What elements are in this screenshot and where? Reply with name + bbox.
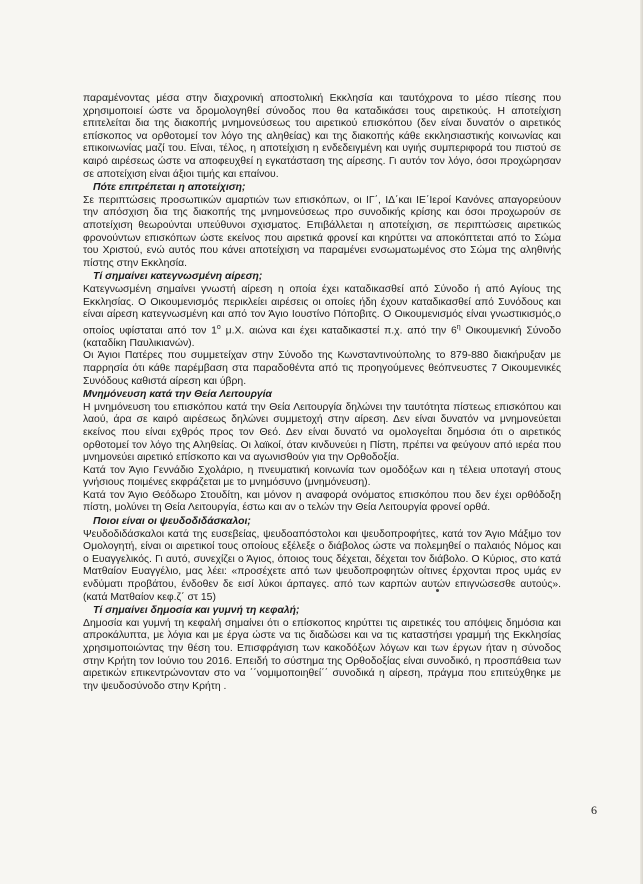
heading-when-allowed: Πότε επιτρέπεται η αποτείχιση;	[93, 182, 246, 194]
document-body	[83, 93, 561, 693]
paragraph-bare-headed: Δημοσία και γυμνή τη κεφαλή σημαίνει ότι ο επίσκοπος κηρύττει τις αιρετικές του απόψεις δημόσια και απροκάλυπτα, με λόγια και με έργα ώστε να τις διαδώσει και να τις καταστήσει γραμμή της Εκκλησίας χρησιμοποιώντας την θέση του. Επισφράγιση των κακοδόξων λόγων και των έργων ήταν η σύνοδος στην Κρήτη τον Ιούνιο του 2016. Επειδή το σύστημα της Ορθοδοξίας είναι συνοδικό, η προσπάθεια των αιρετικών επικεντρώνονταν στο να ΄΄νομιμοποιηθεί΄΄ συνοδικά η αίρεση, πράγμα που επιτεύχθηκε με την ψευδοσύνοδο στην Κρήτη .	[83, 617, 561, 692]
paragraph-synod-879: Οι Άγιοι Πατέρες που συμμετείχαν στην Σύνοδο της Κωνσταντινούπολης το 879-880 διακήρυξαν με παρρησία ότι κάθε παρέμβαση στα παραδοθέντα από τις προηγούμενες θεόπνευστες 7 Οικουμενικές Συνόδους καθιστά αίρεση και ύβρη.	[83, 350, 561, 387]
heading-commemoration: Μνημόνευση κατά την Θεία Λειτουργία	[83, 389, 272, 401]
heading-condemned-heresy: Τί σημαίνει κατεγνωσμένη αίρεση;	[93, 271, 263, 283]
paragraph-false-teachers: Ψευδοδιδάσκαλοι κατά της ευσεβείας, ψευδοαπόστολοι και ψευδοπροφήτες, κατά τον Άγιο Μάξιμο τον Ομολογητή, είναι οι αιρετικοί τους οποίους εξέλεξε ο διάβολος ώστε να πολεμηθεί ο παλαιός Νόμος και ο Ευαγγελικός. Γι αυτό, συνεχίζει ο Άγιος, όποιος τους δέχεται, δέχεται τον διάβολο. Ο Κύριος, στο κατά Ματθαίον Ευαγγέλιο, μας λέει: «προσέχετε από των ψευδοπροφητών οίτινες έρχονται προς υμάς εν ενδύματι προβάτου, ένδοθεν δε εισί λύκοι άρπαγες. από των καρπών αυτών επιγνώσεσθε αυτούς». (κατά Ματθαίον κεφ.ζ΄ στ 15)	[83, 528, 561, 603]
superscript: η	[456, 323, 461, 331]
paragraph-theodore: Κατά τον Άγιο Θεόδωρο Στουδίτη, και μόνον η αναφορά ονόματος επισκόπου που δεν έχει ορθόδοξη πίστη, μολύνει τη Θεία Λειτουργία, έστω και αν ο τελών την Θεία Λειτουργία φρονεί ορθά.	[83, 489, 561, 514]
superscript: ο	[216, 323, 221, 331]
paragraph-commemoration: Η μνημόνευση του επισκόπου κατά την Θεία Λειτουργία δηλώνει την ταυτότητα πίστεως επισκόπου και λαού, άρα σε καιρό αιρέσεως δηλώνει συμμετοχή στην αίρεση. Δεν είναι δυνατόν να μνημονεύεται εκείνος που είναι εχθρός προς τον Θεό. Δεν είναι δυνατό να ομολογείται δημόσια ότι ο αιρετικός ορθοτομεί τον λόγο της Αληθείας. Οι λαϊκοί, όταν κινδυνεύει η Πίστη, πρέπει να φεύγουν από ιερέα που μνημονεύει αιρετικό επίσκοπο και να αγωνισθούν για την Ορθοδοξία.	[83, 401, 561, 464]
paragraph-intro: παραμένοντας μέσα στην διαχρονική αποστολική Εκκλησία και ταυτόχρονα το μέσο πίεσης που χρησιμοποιεί ώστε να δρομολογηθεί σύνοδος που θα καταδικάσει τους αιρετικούς. Η αποτείχιση επιτελείται δια της διακοπής μνημονεύσεως του αιρετικού επισκόπου (δεν είναι δυνατόν ο αιρετικός επίσκοπος να ορθοτομεί τον λόγο της αληθείας) και της διακοπής κάθε εκκλησιαστικής κοινωνίας και επικοινωνίας μαζί του. Είναι, τέλος, η αποτείχιση η ενδεδειγμένη και υγιής συμπεριφορά του πιστού σε καιρό αιρέσεως ώστε να αποφευχθεί η εγκατάσταση της αίρεσης. Γι αυτόν τον λόγο, όσοι προχώρησαν σε αποτείχιση είναι άξιοι τιμής και επαίνου.	[83, 93, 561, 180]
page-number: 6	[591, 803, 597, 817]
heading-false-teachers: Ποιοι είναι οι ψευδοδιδάσκαλοι;	[93, 516, 251, 528]
text-segment: Κατεγνωσμένη σημαίνει γνωστή αίρεση η οποία έχει καταδικασθεί από Σύνοδο ή από Αγίους της Εκκλησίας. Ο Οικουμενισμός περικλείει αιρέσεις οι οποίες ήδη έχουν καταδικασθεί από Συνόδους και είναι αίρεση κατεγνωσμένη και από τον Άγιο Ιουστίνο Πόποβιτς. Ο Οικουμενισμός είναι γνωστικισμός,ο οποίος υφίσταται από τον 1	[83, 283, 561, 337]
heading-bare-headed: Τί σημαίνει δημοσία και γυμνή τη κεφαλή;	[93, 605, 300, 617]
paragraph-when-allowed: Σε περιπτώσεις προσωπικών αμαρτιών των επισκόπων, οι ΙΓ΄, ΙΔ΄και ΙΕ΄Ιεροί Κανόνες απαγορεύουν την απόσχιση δια της διακοπής της μνημονεύσεως προ συνοδικής κρίσης και όσοι προχωρούν σε αποτείχιση θεωρούνται υπεύθυνοι σχισματος. Επιβάλλεται η αποτείχιση, σε περιπτώσεις αιρετικώς φρονούντων επισκόπων ώστε εκείνος που αιρετικά φρονεί και κηρύττει να αποκόπτεται από το Σώμα του Χριστού, ενώ αυτός που κάνει αποτείχιση να παραμένει ενσωματωμένος στο Σώμα της αληθινής πίστης στην Εκκλησία.	[83, 194, 561, 269]
text-segment: Οικουμενική Σύνοδο (καταδίκη Παυλικιανών).	[83, 325, 561, 349]
paragraph-condemned-heresy	[83, 284, 561, 350]
text-segment: μ.Χ. αιώνα και έχει καταδικαστεί π.χ. από την 6	[220, 325, 457, 337]
paragraph-gennadios: Κατά τον Άγιο Γεννάδιο Σχολάριο, η πνευματική κοινωνία των ομοδόξων και η τέλεια υποταγή στους γνήσιους ποιμένες εκφράζεται με το μνημόσυνο (μνημόνευση).	[83, 464, 561, 489]
